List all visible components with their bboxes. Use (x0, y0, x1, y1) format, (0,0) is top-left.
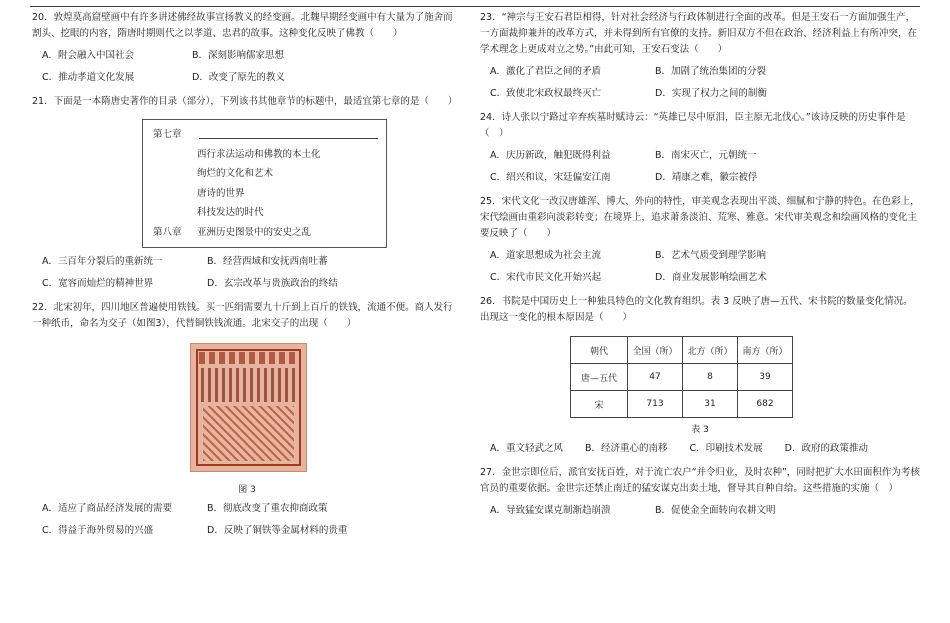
toc-item-2: 绚烂的文化和艺术 (197, 168, 274, 179)
option-20-a[interactable]: A．附会融入中国社会 (42, 50, 134, 61)
question-20-options (42, 48, 462, 64)
jiaozi-banknote-image (190, 343, 307, 472)
option-20-b[interactable]: B．深刻影响儒家思想 (192, 50, 285, 61)
option-20-d[interactable]: D．改变了原先的教义 (192, 72, 285, 83)
option-25-c[interactable]: C．宋代市民文化开始兴起 (490, 272, 602, 283)
table-header-cell: 全国（所） (628, 337, 683, 364)
question-23-options-2 (490, 86, 920, 102)
table-cell: 8 (683, 364, 738, 391)
table-row (571, 391, 793, 418)
option-23-b[interactable]: B．加剧了统治集团的分裂 (655, 66, 767, 77)
option-27-a[interactable]: A．导致猛安谋克制渐趋崩溃 (490, 505, 611, 516)
question-26-options (490, 441, 920, 457)
question-20-stem: 20．敦煌莫高窟壁画中有许多讲述佛经故事宣扬教义的经变画。北魏早期经变画中有大量为了施舍而割头、挖眼的内容，隋唐时期则代之以孝道、忠君的故事。这种变化反映了佛教（ ） (32, 12, 453, 39)
question-21-options (42, 254, 462, 270)
option-22-c[interactable]: C．得益于海外贸易的兴盛 (42, 525, 154, 536)
left-column (32, 10, 462, 539)
option-21-c[interactable]: C．宽容而灿烂的精神世界 (42, 278, 154, 289)
option-26-d[interactable]: D．政府的政策推动 (784, 443, 868, 454)
option-24-d[interactable]: D．靖康之难，徽宗被俘 (655, 172, 758, 183)
toc-item-1: 西行求法运动和佛教的本土化 (197, 148, 321, 160)
table-cell: 39 (738, 364, 793, 391)
option-22-a[interactable]: A．适应了商品经济发展的需要 (42, 503, 172, 514)
table-header-cell: 北方（所） (683, 337, 738, 364)
table-of-contents-box (142, 119, 387, 248)
option-23-a[interactable]: A．激化了君臣之间的矛盾 (490, 66, 601, 77)
option-22-b[interactable]: B．彻底改变了重农抑商政策 (207, 503, 328, 514)
option-26-a[interactable]: A．重文轻武之风 (490, 443, 563, 454)
option-23-c[interactable]: C．致使北宋政权最终灭亡 (490, 88, 602, 99)
question-20 (32, 10, 462, 86)
figure-3-caption: 图 3 (238, 485, 256, 495)
table-header-cell: 朝代 (571, 337, 628, 364)
question-23 (480, 10, 920, 102)
option-20-c[interactable]: C．推动孝道文化发展 (42, 72, 135, 83)
question-20-options-2 (42, 70, 462, 86)
option-21-b[interactable]: B．经营西域和安抚西南吐蕃 (207, 256, 328, 267)
question-23-stem: 23．“神宗与王安石君臣相得，针对社会经济与行政体制进行全面的改革。但是王安石一方面加强生产，一方面裁抑兼并的改革方式，并未得到所有官僚的支持。新旧双方不但在政治、经济利益上有所冲突，在学术理念上更成对立之势。”由此可知，王安石变法（ ） (480, 12, 918, 55)
question-22-options (42, 501, 462, 517)
table-cell: 宋 (571, 391, 628, 418)
toc-chapter-7-blank (199, 125, 378, 139)
toc-chapter-8-label: 第八章 (153, 226, 182, 238)
option-21-a[interactable]: A．三百年分裂后的重新统一 (42, 256, 163, 267)
option-24-b[interactable]: B．南宋灭亡，元朝统一 (655, 150, 757, 161)
banknote-scene (203, 406, 294, 461)
option-23-d[interactable]: D．实现了权力之间的制衡 (655, 88, 767, 99)
table-header-cell: 南方（所） (738, 337, 793, 364)
question-24-options-2 (490, 170, 920, 186)
toc-chapter-7-label: 第七章 (153, 129, 182, 140)
question-23-options (490, 64, 920, 80)
table-cell: 唐—五代 (571, 364, 628, 391)
question-25-options (490, 248, 920, 264)
question-24 (480, 110, 920, 186)
option-26-c[interactable]: C．印刷技术发展 (689, 443, 763, 454)
question-22 (32, 300, 462, 539)
table-3-caption: 表 3 (691, 425, 709, 435)
option-27-b[interactable]: B．促使金全面转向农耕文明 (655, 505, 776, 516)
option-22-d[interactable]: D．反映了铜铁等金属材料的贵重 (207, 525, 348, 536)
question-24-stem: 24．诗人张以宁路过辛弃疾墓时赋诗云：“英雄已尽中原泪，臣主原无北伐心。”该诗反映的历史事件是（ ） (480, 112, 906, 139)
question-27-stem: 27．金世宗即位后，派官安抚百姓，对于流亡农户“并令归业，及时农种”，同时把扩大水田面积作为考核官员的重要依据。金世宗还禁止南迁的猛安谋克出卖土地，督导其自种自给。这些措施的实施（ ） (480, 467, 920, 494)
toc-chapter-8-title: 亚洲历史图景中的安史之乱 (197, 226, 312, 238)
table-row (571, 364, 793, 391)
option-21-d[interactable]: D．玄宗改革与贵族政治的终结 (207, 278, 338, 289)
option-24-c[interactable]: C．绍兴和议，宋廷偏安江南 (490, 172, 611, 183)
question-21 (32, 94, 462, 292)
table-cell: 47 (628, 364, 683, 391)
question-25 (480, 194, 920, 286)
question-27-options (490, 503, 920, 519)
table-cell: 713 (628, 391, 683, 418)
academy-count-table (570, 336, 793, 418)
question-26-stem: 26．书院是中国历史上一种独具特色的文化教育组织。表 3 反映了唐—五代、宋书院的数量变化情况。出现这一变化的根本原因是（ ） (480, 296, 913, 323)
option-26-b[interactable]: B．经济重心的南移 (585, 443, 668, 454)
option-25-b[interactable]: B．艺术气质受到理学影响 (655, 250, 767, 261)
page-top-rule (30, 6, 920, 7)
option-25-d[interactable]: D．商业发展影响绘画艺术 (655, 272, 767, 283)
right-column (480, 10, 920, 519)
question-25-stem: 25．宋代文化一改汉唐雄浑、博大、外向的特性，审美观念表现出平淡、细腻和宁静的特色。在色彩上，宋代绘画由重彩向淡彩转变；在境界上，追求萧条淡泊、荒寒、雅意。宋代审美观念和绘画风格的变化主要反映了（ ） (480, 196, 920, 239)
question-25-options-2 (490, 270, 920, 286)
banknote-inscription (201, 368, 296, 402)
option-24-a[interactable]: A．庆历新政，触犯既得利益 (490, 150, 611, 161)
option-25-a[interactable]: A．道家思想成为社会主流 (490, 250, 601, 261)
table-header-row (571, 337, 793, 364)
toc-item-4: 科技发达的时代 (197, 207, 264, 218)
question-27 (480, 465, 920, 519)
question-22-options-2 (42, 523, 462, 539)
question-22-stem: 22．北宋初年，四川地区普遍使用铁钱。买一匹绢需要九十斤到上百斤的铁钱，流通不便。商人发行一种纸币，命名为交子（如图3），代替铜铁钱流通。北宋交子的出现（ ） (32, 302, 453, 329)
banknote-coin-ornament (199, 352, 298, 364)
question-21-options-2 (42, 276, 462, 292)
question-24-options (490, 148, 920, 164)
question-26 (480, 294, 920, 457)
toc-item-3: 唐诗的世界 (197, 187, 245, 199)
table-cell: 682 (738, 391, 793, 418)
table-cell: 31 (683, 391, 738, 418)
question-21-stem: 21．下面是一本隋唐史著作的目录（部分），下列该书其他章节的标题中，最适宜第七章的是（ ） (32, 96, 458, 107)
